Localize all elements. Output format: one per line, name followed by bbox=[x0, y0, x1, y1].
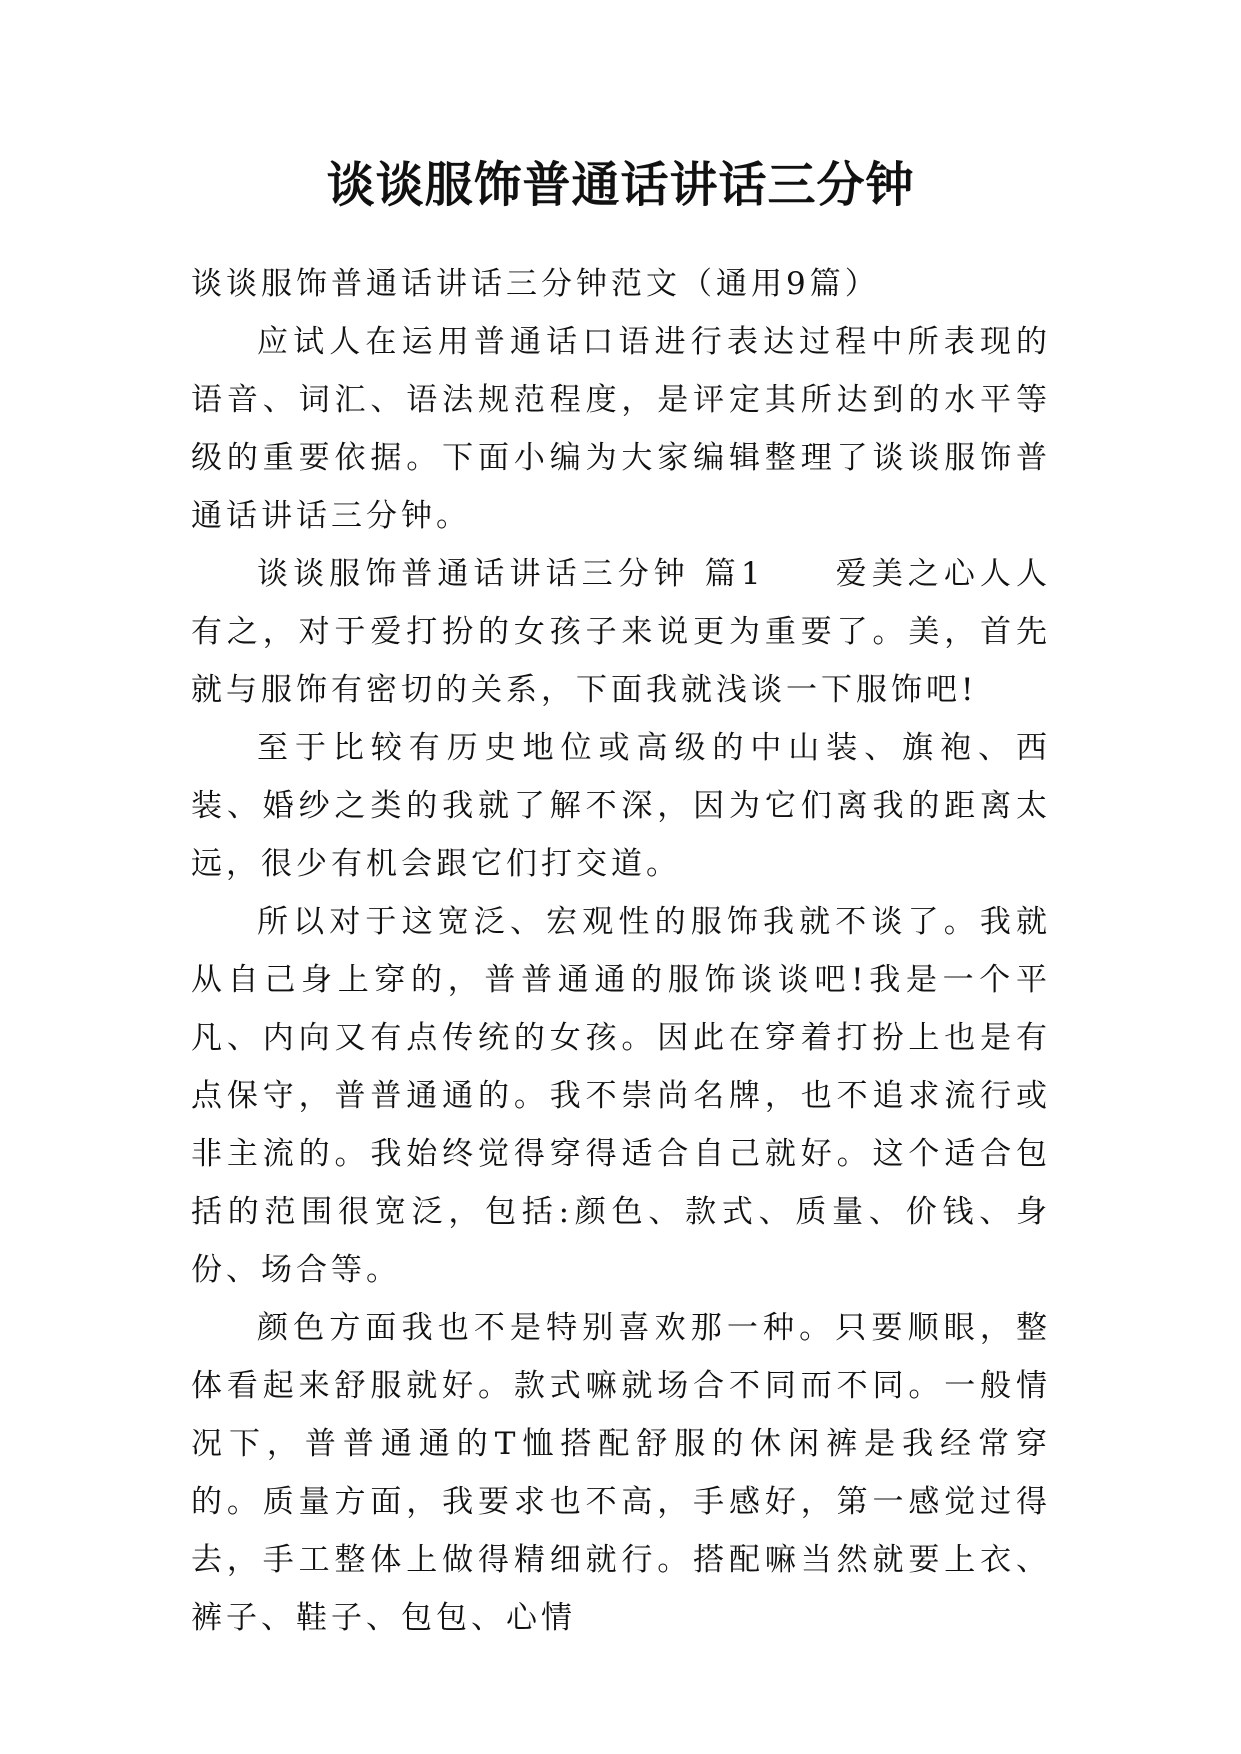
document-subtitle: 谈谈服饰普通话讲话三分钟范文（通用9篇） bbox=[191, 266, 880, 302]
document-title: 谈谈服饰普通话讲话三分钟 bbox=[326, 157, 915, 213]
section1-paragraph bbox=[191, 545, 1051, 719]
intro-paragraph: 应试人在运用普通话口语进行表达过程中所表现的语音、词汇、语法规范程度，是评定其所达到的水平等级的重要依据。下面小编为大家编辑整理了谈谈服饰普通话讲话三分钟。 bbox=[191, 324, 1051, 534]
section1-first-text: 爱美之心人人有之，对于爱打扮的女孩子来说更为重要了。美，首先就与服饰有密切的关系，下面我就浅谈一下服饰吧! bbox=[191, 556, 1052, 708]
body-paragraph-2: 所以对于这宽泛、宏观性的服饰我就不谈了。我就从自己身上穿的，普普通通的服饰谈谈吧!我是一个平凡、内向又有点传统的女孩。因此在穿着打扮上也是有点保守，普普通通的。我不崇尚名牌，也不追求流行或非主流的。我始终觉得穿得适合自己就好。这个适合包括的范围很宽泛，包括:颜色、款式、质量、价钱、身份、场合等。 bbox=[191, 904, 1051, 1288]
document-body bbox=[191, 255, 1051, 1647]
body-paragraph-1: 至于比较有历史地位或高级的中山装、旗袍、西装、婚纱之类的我就了解不深，因为它们离我的距离太远，很少有机会跟它们打交道。 bbox=[191, 730, 1051, 882]
body-paragraph-3: 颜色方面我也不是特别喜欢那一种。只要顺眼，整体看起来舒服就好。款式嘛就场合不同而不同。一般情况下，普普通通的T恤搭配舒服的休闲裤是我经常穿的。质量方面，我要求也不高，手感好，第一感觉过得去，手工整体上做得精细就行。搭配嘛当然就要上衣、裤子、鞋子、包包、心情 bbox=[191, 1310, 1051, 1636]
section1-heading: 谈谈服饰普通话讲话三分钟 篇1 bbox=[257, 556, 765, 592]
